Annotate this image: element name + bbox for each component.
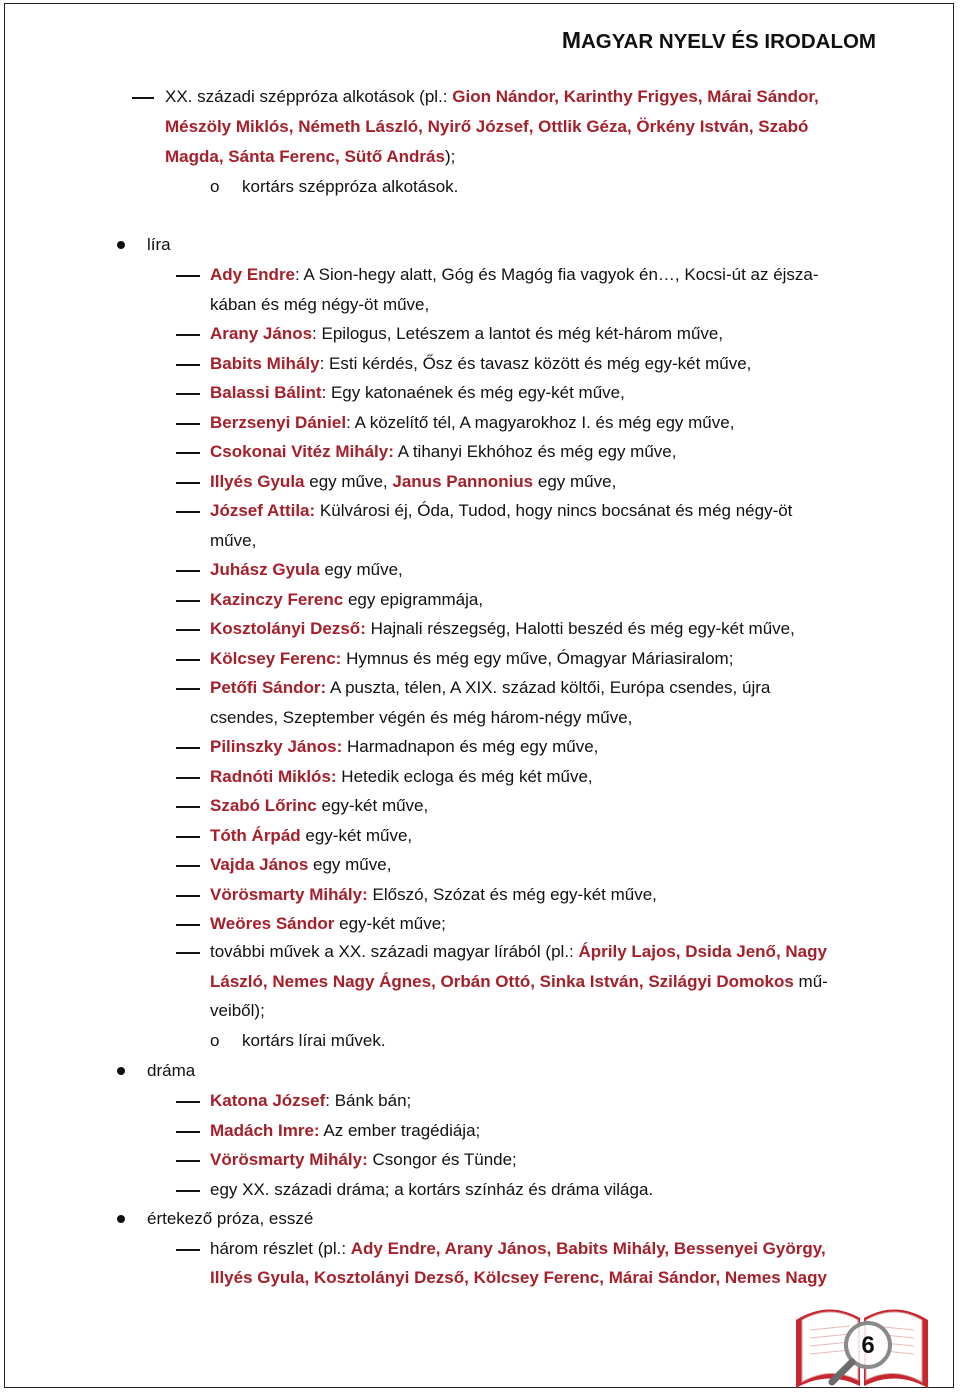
sub-list-item: kortárs széppróza alkotások. — [242, 177, 459, 196]
lira-item: Kazinczy Ferenc egy epigrammája, — [210, 589, 484, 609]
lira-item: Arany János: Epilogus, Letészem a lantot és még két-három műve, — [210, 324, 724, 343]
circle-bullet: o — [210, 177, 220, 196]
page-header: MAGYAR NYELV ÉS IRODALOM — [561, 27, 876, 53]
section-heading-drama: dráma — [147, 1061, 196, 1080]
lira-item: Petőfi Sándor: A puszta, télen, A XIX. század költői, Európa csendes, újra — [210, 678, 771, 697]
drama-item: Katona József: Bánk bán; — [210, 1091, 412, 1110]
section-heading-essay: értekező próza, esszé — [147, 1209, 314, 1228]
list-dash — [176, 1249, 200, 1251]
lira-item-continuation: csendes, Szeptember végén és még három-négy műve, — [210, 707, 633, 727]
lira-item: Radnóti Miklós: Hetedik ecloga és még két műve, — [210, 766, 593, 786]
lira-item-continuation: kában és még négy-öt műve, — [210, 294, 430, 314]
section-heading-lira: líra — [147, 235, 171, 254]
list-dash — [176, 688, 200, 690]
list-dash — [176, 334, 200, 336]
list-dash — [176, 777, 200, 779]
lira-item: Weöres Sándor egy-két műve; — [210, 914, 446, 933]
list-dash — [176, 865, 200, 867]
lira-item: Szabó Lőrinc egy-két műve, — [210, 796, 429, 815]
section-bullet — [117, 241, 125, 249]
list-dash — [176, 364, 200, 366]
list-item: három részlet (pl.: Ady Endre, Arany János, Babits Mihály, Bessenyei György, — [210, 1239, 826, 1258]
list-dash — [176, 1101, 200, 1103]
list-item-continuation: Mészöly Miklós, Németh László, Nyirő József, Ottlik Géza, Örkény István, Szabó — [165, 117, 809, 136]
list-dash — [176, 275, 200, 277]
lira-item-continuation: műve, — [210, 530, 257, 550]
lira-item: Kosztolányi Dezső: Hajnali részegség, Halotti beszéd és még egy-két műve, — [210, 619, 795, 638]
drama-item: egy XX. századi dráma; a kortárs színház és dráma világa. — [210, 1179, 654, 1199]
lira-item: Juhász Gyula egy műve, — [210, 560, 403, 579]
list-dash — [176, 600, 200, 602]
lira-item: Ady Endre: A Sion-hegy alatt, Góg és Magóg fia vagyok én…, Kocsi-út az éjsza- — [210, 265, 819, 284]
page-number: 6 — [861, 1332, 875, 1359]
lira-item: Pilinszky János: Harmadnapon és még egy műve, — [210, 737, 599, 756]
list-dash — [176, 924, 200, 926]
lira-item: Tóth Árpád egy-két műve, — [210, 825, 413, 845]
list-item: XX. századi széppróza alkotások (pl.: Gion Nándor, Karinthy Frigyes, Márai Sándor, — [165, 87, 819, 106]
list-dash — [132, 97, 154, 99]
list-item-continuation: László, Nemes Nagy Ágnes, Orbán Ottó, Sinka István, Szilágyi Domokos mű- — [210, 972, 828, 991]
sub-list-item: kortárs lírai művek. — [242, 1031, 386, 1050]
lira-item: Illyés Gyula egy műve, Janus Pannonius egy műve, — [210, 471, 617, 491]
lira-item: Csokonai Vitéz Mihály: A tihanyi Ekhóhoz és még egy műve, — [210, 442, 677, 461]
book-page-number-icon — [788, 1290, 938, 1390]
section-bullet — [117, 1215, 125, 1223]
list-dash — [176, 1190, 200, 1192]
lira-item: Babits Mihály: Esti kérdés, Ősz és tavasz között és még egy-két műve, — [210, 353, 752, 373]
list-dash — [176, 1160, 200, 1162]
list-dash — [176, 482, 200, 484]
list-item-continuation: veiből); — [210, 1001, 265, 1020]
list-item-continuation: Magda, Sánta Ferenc, Sütő András); — [165, 147, 456, 166]
list-dash — [176, 393, 200, 395]
lira-item: Vörösmarty Mihály: Előszó, Szózat és még egy-két műve, — [210, 884, 657, 904]
list-dash — [176, 952, 200, 954]
lira-item: Berzsenyi Dániel: A közelítő tél, A magyarokhoz I. és még egy műve, — [210, 412, 735, 432]
list-dash — [176, 511, 200, 513]
list-item-continuation: Illyés Gyula, Kosztolányi Dezső, Kölcsey Ferenc, Márai Sándor, Nemes Nagy — [210, 1268, 827, 1287]
list-item: további művek a XX. századi magyar lírából (pl.: Áprily Lajos, Dsida Jenő, Nagy — [210, 942, 827, 961]
list-dash — [176, 806, 200, 808]
drama-item: Vörösmarty Mihály: Csongor és Tünde; — [210, 1150, 517, 1169]
lira-item: József Attila: Külvárosi éj, Óda, Tudod, hogy nincs bocsánat és még négy-öt — [210, 501, 793, 520]
list-dash — [176, 423, 200, 425]
lira-item: Vajda János egy műve, — [210, 855, 392, 874]
lira-item: Balassi Bálint: Egy katonaének és még egy-két műve, — [210, 383, 625, 402]
lira-item: Kölcsey Ferenc: Hymnus és még egy műve, Ómagyar Máriasiralom; — [210, 648, 734, 668]
section-bullet — [117, 1067, 125, 1075]
list-dash — [176, 452, 200, 454]
list-dash — [176, 629, 200, 631]
list-dash — [176, 836, 200, 838]
list-dash — [176, 747, 200, 749]
list-dash — [176, 1131, 200, 1133]
list-dash — [176, 659, 200, 661]
circle-bullet: o — [210, 1031, 220, 1050]
list-dash — [176, 895, 200, 897]
list-dash — [176, 570, 200, 572]
drama-item: Madách Imre: Az ember tragédiája; — [210, 1120, 481, 1140]
